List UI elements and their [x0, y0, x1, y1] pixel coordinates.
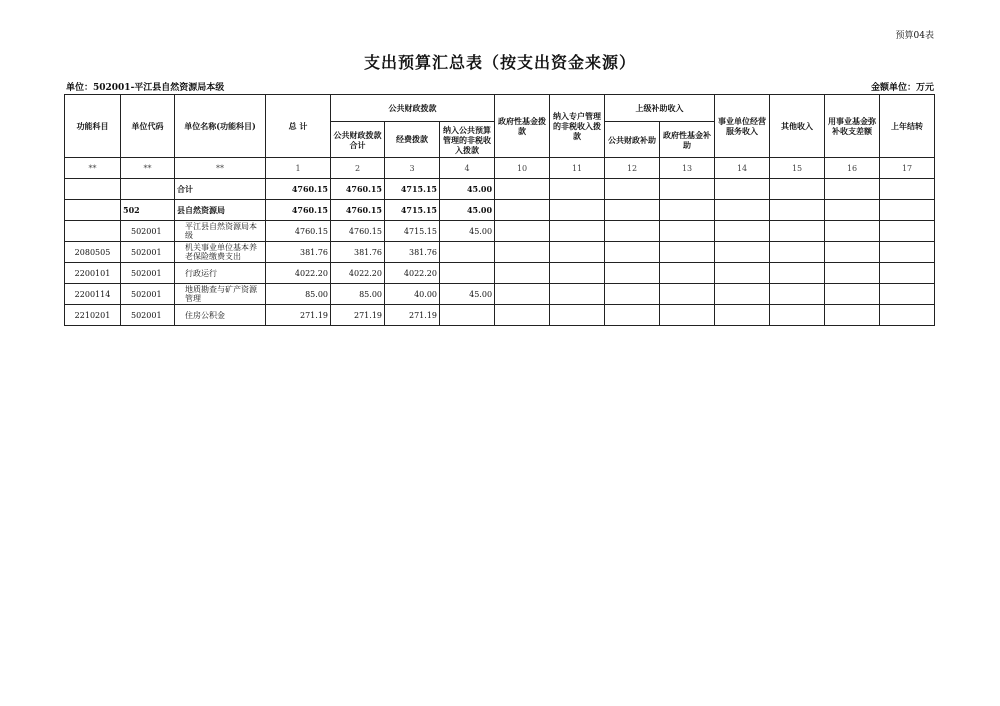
public-fiscal-total-cell: 4760.15 — [331, 200, 385, 221]
empty-cell — [770, 200, 825, 221]
table-row — [65, 200, 935, 221]
empty-cell — [550, 284, 605, 305]
unit-name-cell: 合计 — [175, 179, 266, 200]
empty-cell — [715, 305, 770, 326]
unit-name-cell: 地质勘查与矿产资源管理 — [175, 284, 266, 305]
index-cell: ** — [121, 158, 175, 179]
header-total: 总 计 — [266, 95, 331, 158]
amount-unit-label: 金额单位：万元 — [870, 83, 934, 93]
index-cell: 14 — [715, 158, 770, 179]
unit-code-cell: 502 — [121, 200, 175, 221]
table-row — [65, 242, 935, 263]
public-fiscal-total-cell: 85.00 — [331, 284, 385, 305]
empty-cell — [495, 221, 550, 242]
header-sup-gov-fund: 政府性基金补助 — [660, 122, 715, 158]
expense-cell: 4022.20 — [385, 263, 440, 284]
empty-cell — [825, 305, 880, 326]
expense-cell: 4715.15 — [385, 179, 440, 200]
empty-cell — [660, 242, 715, 263]
empty-cell — [495, 284, 550, 305]
unit-code-cell: 502001 — [121, 263, 175, 284]
empty-cell — [770, 263, 825, 284]
empty-cell — [660, 305, 715, 326]
table-row — [65, 305, 935, 326]
header-public-fiscal-total: 公共财政拨款合计 — [331, 122, 385, 158]
empty-cell — [495, 305, 550, 326]
empty-cell — [770, 179, 825, 200]
budget-table — [64, 94, 935, 326]
empty-cell — [495, 242, 550, 263]
header-superior-subsidy: 上级补助收入 — [605, 95, 715, 122]
empty-cell — [495, 179, 550, 200]
budget-nontax-cell: 45.00 — [440, 179, 495, 200]
header-sup-public: 公共财政补助 — [605, 122, 660, 158]
form-number: 预算04表 — [895, 31, 934, 41]
empty-cell — [715, 179, 770, 200]
total-cell: 381.76 — [266, 242, 331, 263]
empty-cell — [825, 284, 880, 305]
empty-cell — [770, 242, 825, 263]
total-cell: 4760.15 — [266, 221, 331, 242]
func-code-cell — [65, 221, 121, 242]
empty-cell — [825, 200, 880, 221]
empty-cell — [660, 284, 715, 305]
empty-cell — [825, 242, 880, 263]
header-public-fiscal: 公共财政拨款 — [331, 95, 495, 122]
empty-cell — [715, 284, 770, 305]
budget-nontax-cell — [440, 305, 495, 326]
empty-cell — [550, 200, 605, 221]
total-cell: 4022.20 — [266, 263, 331, 284]
total-cell: 85.00 — [266, 284, 331, 305]
header-special-nontax: 纳入专户管理的非税收入拨款 — [550, 95, 605, 158]
empty-cell — [550, 263, 605, 284]
table-row — [65, 263, 935, 284]
func-code-cell: 2200101 — [65, 263, 121, 284]
func-code-cell: 2200114 — [65, 284, 121, 305]
empty-cell — [605, 284, 660, 305]
func-code-cell — [65, 179, 121, 200]
empty-cell — [550, 221, 605, 242]
index-cell: 10 — [495, 158, 550, 179]
header-budget-nontax: 纳入公共预算管理的非税收入拨款 — [440, 122, 495, 158]
empty-cell — [825, 263, 880, 284]
empty-cell — [770, 305, 825, 326]
empty-cell — [770, 284, 825, 305]
unit-code-cell: 502001 — [121, 242, 175, 263]
empty-cell — [550, 242, 605, 263]
empty-cell — [825, 179, 880, 200]
unit-code-cell: 502001 — [121, 221, 175, 242]
unit-name-cell: 行政运行 — [175, 263, 266, 284]
header-func-code: 功能科目 — [65, 95, 121, 158]
unit-name-cell: 机关事业单位基本养老保险缴费支出 — [175, 242, 266, 263]
index-cell: 16 — [825, 158, 880, 179]
unit-label: 单位：502001-平江县自然资源局本级 — [66, 83, 225, 93]
func-code-cell: 2210201 — [65, 305, 121, 326]
func-code-cell: 2080505 — [65, 242, 121, 263]
index-cell: 3 — [385, 158, 440, 179]
unit-name-cell: 住房公积金 — [175, 305, 266, 326]
public-fiscal-total-cell: 271.19 — [331, 305, 385, 326]
empty-cell — [770, 221, 825, 242]
header-unit-name: 单位名称(功能科目) — [175, 95, 266, 158]
empty-cell — [880, 179, 935, 200]
public-fiscal-total-cell: 4022.20 — [331, 263, 385, 284]
page-title: 支出预算汇总表（按支出资金来源） — [363, 53, 636, 72]
index-cell: 15 — [770, 158, 825, 179]
index-row — [65, 158, 935, 179]
header-unit-code: 单位代码 — [121, 95, 175, 158]
unit-name-cell: 平江县自然资源局本级 — [175, 221, 266, 242]
empty-cell — [880, 305, 935, 326]
index-cell: 17 — [880, 158, 935, 179]
empty-cell — [605, 305, 660, 326]
header-gov-fund: 政府性基金拨款 — [495, 95, 550, 158]
expense-cell: 4715.15 — [385, 200, 440, 221]
index-cell: 12 — [605, 158, 660, 179]
expense-cell: 381.76 — [385, 242, 440, 263]
unit-code-cell: 502001 — [121, 305, 175, 326]
public-fiscal-total-cell: 381.76 — [331, 242, 385, 263]
header-carryover: 上年结转 — [880, 95, 935, 158]
total-cell: 271.19 — [266, 305, 331, 326]
public-fiscal-total-cell: 4760.15 — [331, 221, 385, 242]
table-row — [65, 221, 935, 242]
index-cell: ** — [175, 158, 266, 179]
index-cell: 2 — [331, 158, 385, 179]
empty-cell — [880, 242, 935, 263]
empty-cell — [715, 200, 770, 221]
empty-cell — [880, 221, 935, 242]
empty-cell — [660, 179, 715, 200]
expense-cell: 4715.15 — [385, 221, 440, 242]
budget-nontax-cell: 45.00 — [440, 221, 495, 242]
table-row — [65, 284, 935, 305]
empty-cell — [605, 221, 660, 242]
empty-cell — [605, 200, 660, 221]
empty-cell — [715, 263, 770, 284]
empty-cell — [880, 263, 935, 284]
empty-cell — [605, 242, 660, 263]
header-other-income: 其他收入 — [770, 95, 825, 158]
empty-cell — [715, 242, 770, 263]
empty-cell — [495, 263, 550, 284]
budget-nontax-cell — [440, 242, 495, 263]
unit-name-cell: 县自然资源局 — [175, 200, 266, 221]
header-biz-income: 事业单位经营服务收入 — [715, 95, 770, 158]
empty-cell — [880, 200, 935, 221]
empty-cell — [660, 200, 715, 221]
unit-code-cell — [121, 179, 175, 200]
empty-cell — [605, 263, 660, 284]
table-body — [65, 179, 935, 326]
index-cell: 13 — [660, 158, 715, 179]
budget-nontax-cell: 45.00 — [440, 284, 495, 305]
func-code-cell — [65, 200, 121, 221]
total-cell: 4760.15 — [266, 179, 331, 200]
empty-cell — [660, 221, 715, 242]
empty-cell — [495, 200, 550, 221]
total-cell: 4760.15 — [266, 200, 331, 221]
index-cell: 1 — [266, 158, 331, 179]
expense-cell: 40.00 — [385, 284, 440, 305]
index-cell: 11 — [550, 158, 605, 179]
index-cell: 4 — [440, 158, 495, 179]
table-row — [65, 179, 935, 200]
empty-cell — [550, 305, 605, 326]
empty-cell — [715, 221, 770, 242]
expense-cell: 271.19 — [385, 305, 440, 326]
header-expense: 经费拨款 — [385, 122, 440, 158]
budget-nontax-cell — [440, 263, 495, 284]
budget-nontax-cell: 45.00 — [440, 200, 495, 221]
empty-cell — [550, 179, 605, 200]
empty-cell — [660, 263, 715, 284]
header-fund-gap: 用事业基金弥补收支差额 — [825, 95, 880, 158]
empty-cell — [605, 179, 660, 200]
public-fiscal-total-cell: 4760.15 — [331, 179, 385, 200]
unit-code-cell: 502001 — [121, 284, 175, 305]
empty-cell — [880, 284, 935, 305]
index-cell: ** — [65, 158, 121, 179]
empty-cell — [825, 221, 880, 242]
